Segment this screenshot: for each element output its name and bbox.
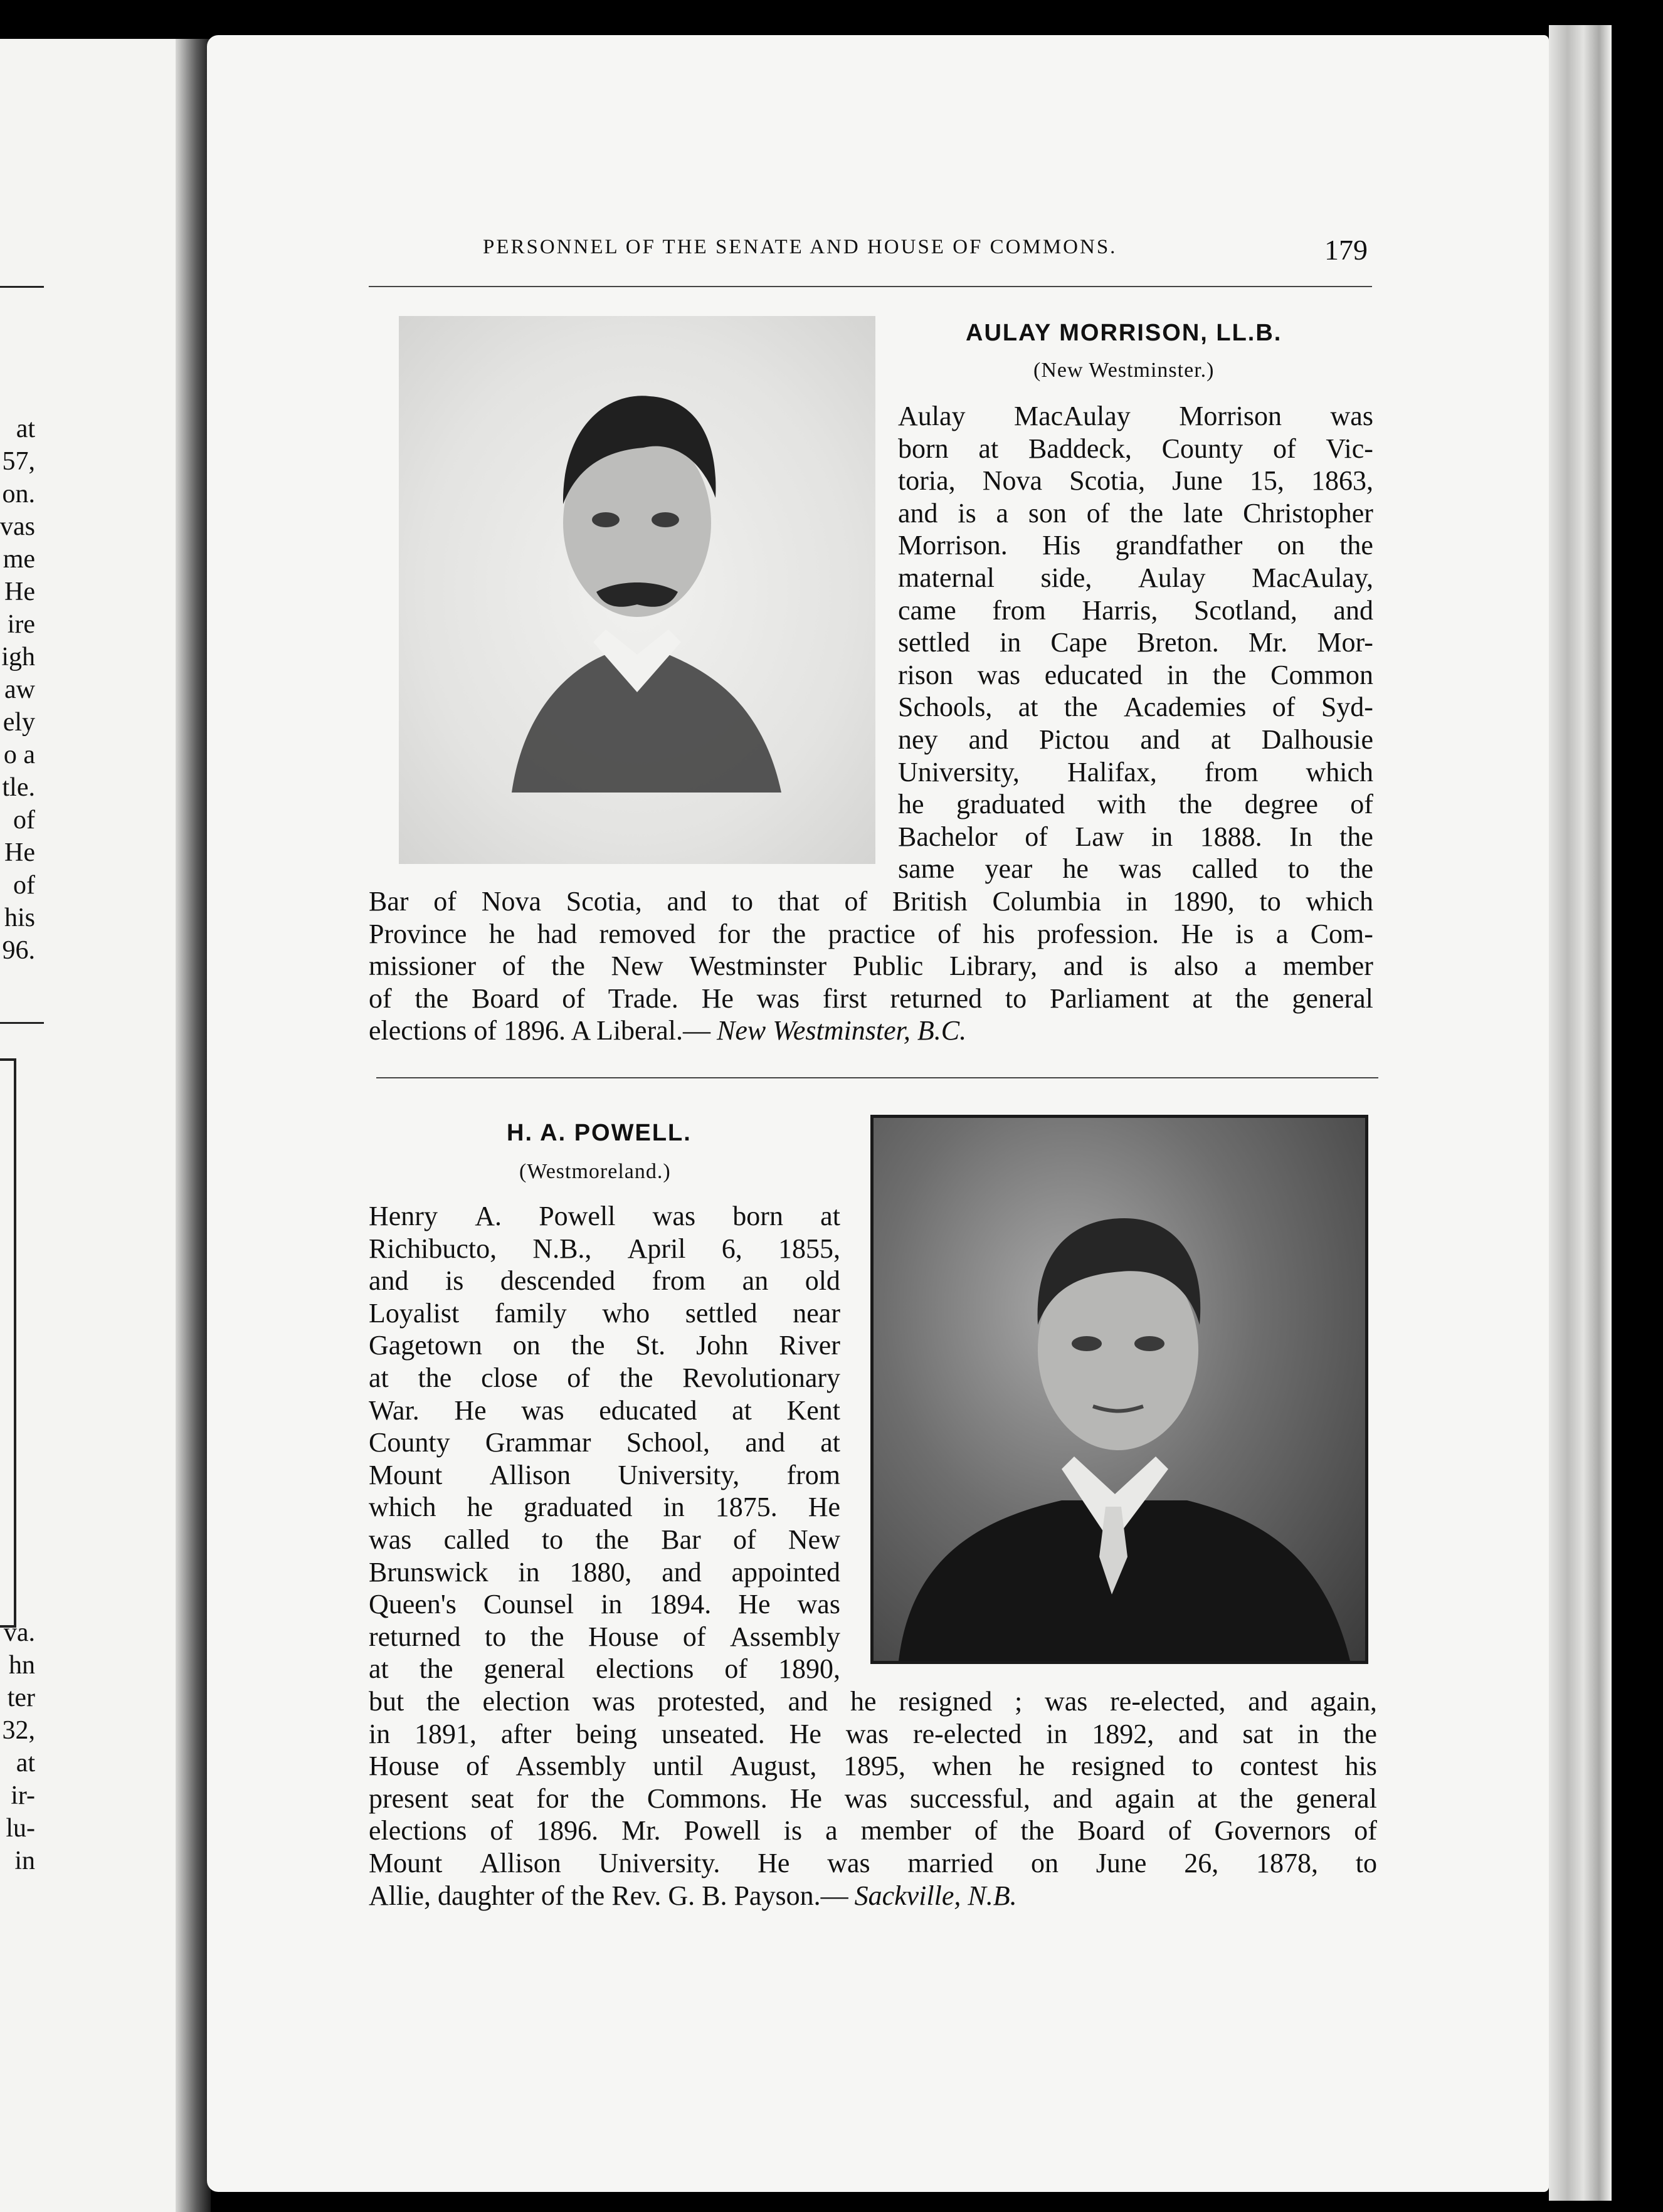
text-line-last: [369, 1880, 1377, 1912]
entry-text-wide: [369, 1685, 1377, 1912]
left-page-photo-frame: [0, 1058, 16, 1628]
left-page-fragment: tle.: [2, 773, 35, 802]
text-line: settled in Cape Breton. Mr. Mor-: [898, 627, 1373, 658]
left-page-rule: [0, 1022, 44, 1024]
text-line: and is a son of the late Christopher: [898, 497, 1373, 529]
portrait-morrison: [399, 316, 875, 864]
text-line: House of Assembly until August, 1895, when he resigned to contest his: [369, 1751, 1377, 1782]
text-line: Schools, at the Academies of Syd-: [898, 692, 1373, 723]
text-line: and is descended from an old: [369, 1265, 840, 1297]
text-line: County Grammar School, and at: [369, 1427, 840, 1458]
page-number: 179: [1324, 234, 1368, 266]
text-line: at the close of the Revolutionary: [369, 1362, 840, 1393]
running-head: PERSONNEL OF THE SENATE AND HOUSE OF COMMONS.: [483, 236, 1117, 258]
text-line: maternal side, Aulay MacAulay,: [898, 562, 1373, 593]
section-rule: [376, 1077, 1378, 1078]
entry-name: AULAY MORRISON, LL.B.: [966, 320, 1282, 346]
source-credit: New Westminster, B.C.: [717, 1015, 967, 1046]
text-line: Province he had removed for the practice of his profession. He is a Com-: [369, 918, 1373, 949]
portrait-powell: [870, 1115, 1368, 1664]
left-page-fragment: ely: [3, 708, 35, 737]
left-page-fragment: lu-: [6, 1814, 35, 1843]
text-line: same year he was called to the: [898, 853, 1373, 885]
text-line: missioner of the New Westminster Public Library, and is also a member: [369, 951, 1373, 982]
left-page-rule: [0, 286, 44, 288]
left-page-fragment: ter: [7, 1683, 35, 1712]
text-line: of the Board of Trade. He was first returned to Parliament at the general: [369, 982, 1373, 1014]
text-line: rison was educated in the Common: [898, 659, 1373, 690]
entry-text-narrow: [369, 1200, 840, 1685]
text-line: was called to the Bar of New: [369, 1524, 840, 1555]
entry-text-wide: [369, 885, 1373, 1047]
text-line: Aulay MacAulay Morrison was: [898, 401, 1373, 431]
text-line: he graduated with the degree of: [898, 789, 1373, 820]
text-line: born at Baddeck, County of Vic-: [898, 433, 1373, 464]
page-edges: [1549, 25, 1612, 2201]
left-page-fragment: at: [16, 1749, 35, 1778]
text-line: at the general elections of 1890,: [369, 1653, 840, 1685]
left-page-fragment: on.: [2, 480, 35, 508]
left-page-fragment: o a: [3, 740, 35, 769]
left-page: [0, 39, 186, 2212]
left-page-fragment: in: [14, 1846, 35, 1875]
left-page-fragment: of: [13, 871, 35, 900]
left-page-fragment: 96.: [2, 936, 35, 965]
left-page-fragment: He: [4, 577, 35, 606]
text-line: Gagetown on the St. John River: [369, 1330, 840, 1361]
left-page-fragment: vas: [0, 512, 35, 541]
text-line: returned to the House of Assembly: [369, 1621, 840, 1652]
text-line: present seat for the Commons. He was successful, and again at the general: [369, 1783, 1377, 1814]
text-line: came from Harris, Scotland, and: [898, 594, 1373, 626]
text-line: Richibucto, N.B., April 6, 1855,: [369, 1233, 840, 1264]
left-page-fragment: me: [3, 545, 35, 574]
text-line: University, Halifax, from which: [898, 756, 1373, 787]
left-page-fragment: He: [4, 838, 35, 867]
text-line: but the election was protested, and he resigned ; was re-elected, and again,: [369, 1686, 1377, 1717]
entry-text-narrow: [898, 400, 1373, 885]
left-page-fragment: ire: [7, 610, 35, 639]
text-line: Queen's Counsel in 1894. He was: [369, 1589, 840, 1620]
text-line: Henry A. Powell was born at: [369, 1201, 840, 1231]
text-line: Brunswick in 1880, and appointed: [369, 1556, 840, 1588]
entry-constituency: (New Westminster.): [1033, 359, 1215, 382]
left-page-fragment: aw: [4, 675, 35, 704]
text-line-last: [369, 1014, 1373, 1047]
text-line: Morrison. His grandfather on the: [898, 530, 1373, 561]
source-credit: Sackville, N.B.: [854, 1880, 1017, 1911]
left-page-fragment: his: [4, 903, 35, 932]
text-line: War. He was educated at Kent: [369, 1394, 840, 1426]
text-line: ney and Pictou and at Dalhousie: [898, 724, 1373, 755]
left-page-fragment: 57,: [2, 447, 35, 476]
header-rule: [369, 286, 1372, 287]
left-page-fragment: at: [16, 414, 35, 443]
text-line: Bachelor of Law in 1888. In the: [898, 821, 1373, 852]
gutter-shadow: [176, 39, 211, 2212]
text-line: Mount Allison University. He was married on June 26, 1878, to: [369, 1847, 1377, 1878]
left-page-fragment: hn: [9, 1651, 35, 1680]
text-line: Loyalist family who settled near: [369, 1297, 840, 1329]
last-line-text: Allie, daughter of the Rev. G. B. Payson.—: [369, 1880, 848, 1911]
left-page-fragment: igh: [1, 643, 35, 672]
left-page-fragment: ir-: [11, 1781, 35, 1810]
text-line: elections of 1896. Mr. Powell is a member of the Board of Governors of: [369, 1815, 1377, 1846]
left-page-fragment: 32,: [2, 1716, 35, 1745]
text-line: Mount Allison University, from: [369, 1459, 840, 1490]
last-line-text: elections of 1896. A Liberal.—: [369, 1015, 710, 1046]
entry-name: H. A. POWELL.: [507, 1120, 692, 1146]
text-line: in 1891, after being unseated. He was re-elected in 1892, and sat in the: [369, 1718, 1377, 1749]
text-line: toria, Nova Scotia, June 15, 1863,: [898, 465, 1373, 497]
left-page-fragment: va.: [3, 1618, 35, 1647]
text-line: which he graduated in 1875. He: [369, 1492, 840, 1523]
left-page-fragment: of: [13, 806, 35, 835]
entry-constituency: (Westmoreland.): [519, 1160, 671, 1183]
text-line: Bar of Nova Scotia, and to that of British Columbia in 1890, to which: [369, 886, 1373, 917]
